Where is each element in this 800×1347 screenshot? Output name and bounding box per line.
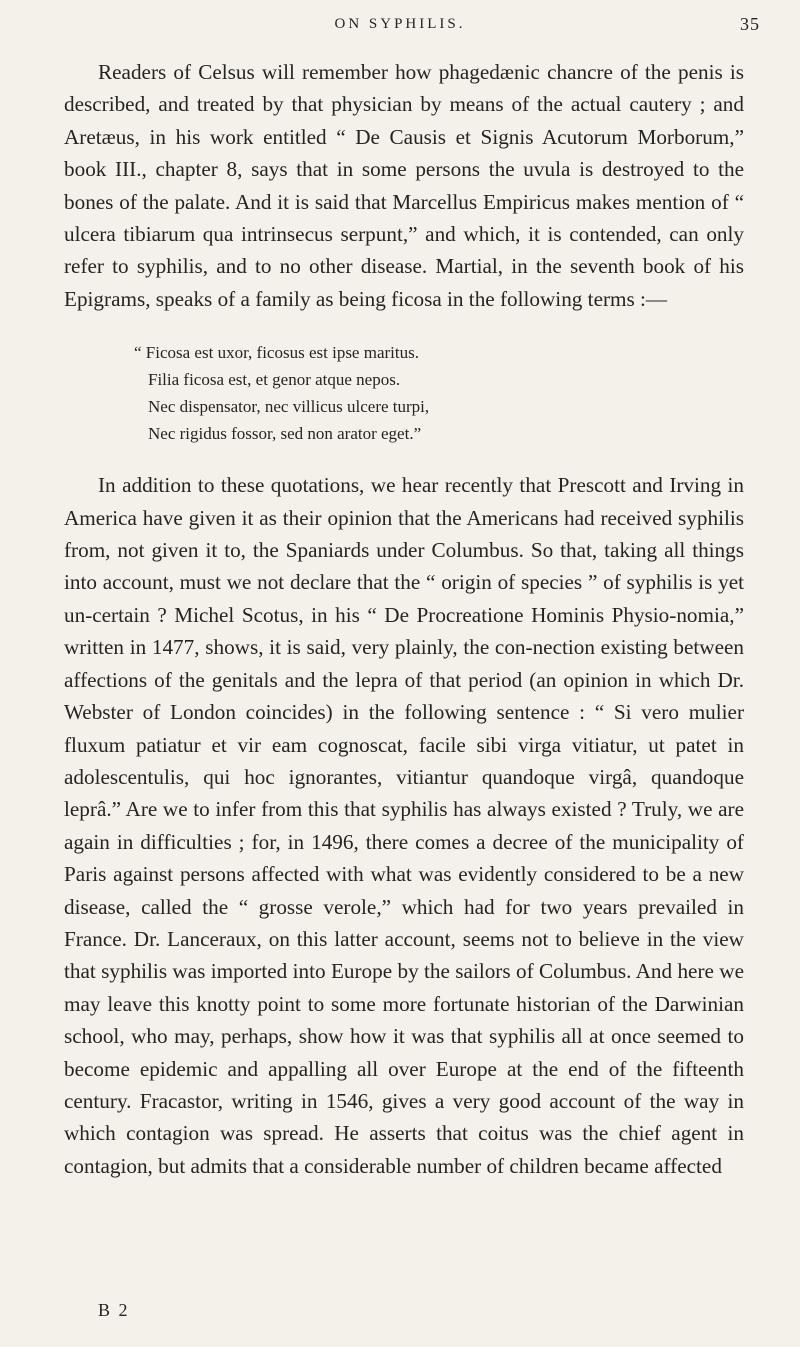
latin-quotation [134, 339, 744, 447]
body-text [64, 56, 744, 1182]
page-number: 35 [740, 14, 760, 34]
printer-signature-mark: B 2 [98, 1300, 130, 1320]
quote-line-1: “ Ficosa est uxor, ficosus est ipse maritus. [134, 343, 419, 363]
running-title: ON SYPHILIS. [334, 16, 466, 32]
paragraph-2: In addition to these quotations, we hear recently that Prescott and Irving in America have given it as their opinion that the Americans had received syphilis from, not given it to, the Spaniards under Columbus. So that, taking all things into account, must we not declare that the “ origin of species ” of syphilis is yet un-certain ? Michel Scotus, in his “ De Procreatione Hominis Physio-nomia,” written in 1477, shows, it is said, very plainly, the con-nection existing between affections of the genitals and the lepra of that period (an opinion in which Dr. Webster of London coincides) in the following sentence : “ Si vero mulier fluxum patiatur et vir eam cognoscat, facile sibi virga vitiatur, ut patet in adolescentulis, qui hoc ignorantes, vitiantur quandoque virgâ, quandoque leprâ.” Are we to infer from this that syphilis has always existed ? Truly, we are again in difficulties ; for, in 1496, there comes a decree of the municipality of Paris against persons affected with what was evidently considered to be a new disease, called the “ grosse verole,” which had for two years prevailed in France. Dr. Lanceraux, on this latter account, seems not to believe in the view that syphilis was imported into Europe by the sailors of Columbus. And here we may leave this knotty point to some more fortunate historian of the Darwinian school, who may, perhaps, show how it was that syphilis all at once seemed to become epidemic and appalling all over Europe at the end of the fifteenth century. Fracastor, writing in 1546, gives a very good account of the way in which contagion was spread. He asserts that coitus was the chief agent in contagion, but admits that a considerable number of children became affected [64, 473, 744, 1178]
quote-line-4: Nec rigidus fossor, sed non arator eget.” [148, 424, 422, 444]
quote-line-3: Nec dispensator, nec villicus ulcere turpi, [148, 397, 430, 417]
quote-line-2: Filia ficosa est, et genor atque nepos. [148, 370, 401, 390]
paragraph-1: Readers of Celsus will remember how phagedænic chancre of the penis is described, and treated by that physician by means of the actual cautery ; and Aretæus, in his work entitled “ De Causis et Signis Acutorum Morborum,” book III., chapter 8, says that in some persons the uvula is destroyed to the bones of the palate. And it is said that Marcellus Empiricus makes mention of “ ulcera tibiarum qua intrinsecus serpunt,” and which, it is contended, can only refer to syphilis, and to no other disease. Martial, in the seventh book of his Epigrams, speaks of a family as being ficosa in the following terms :— [64, 60, 744, 311]
